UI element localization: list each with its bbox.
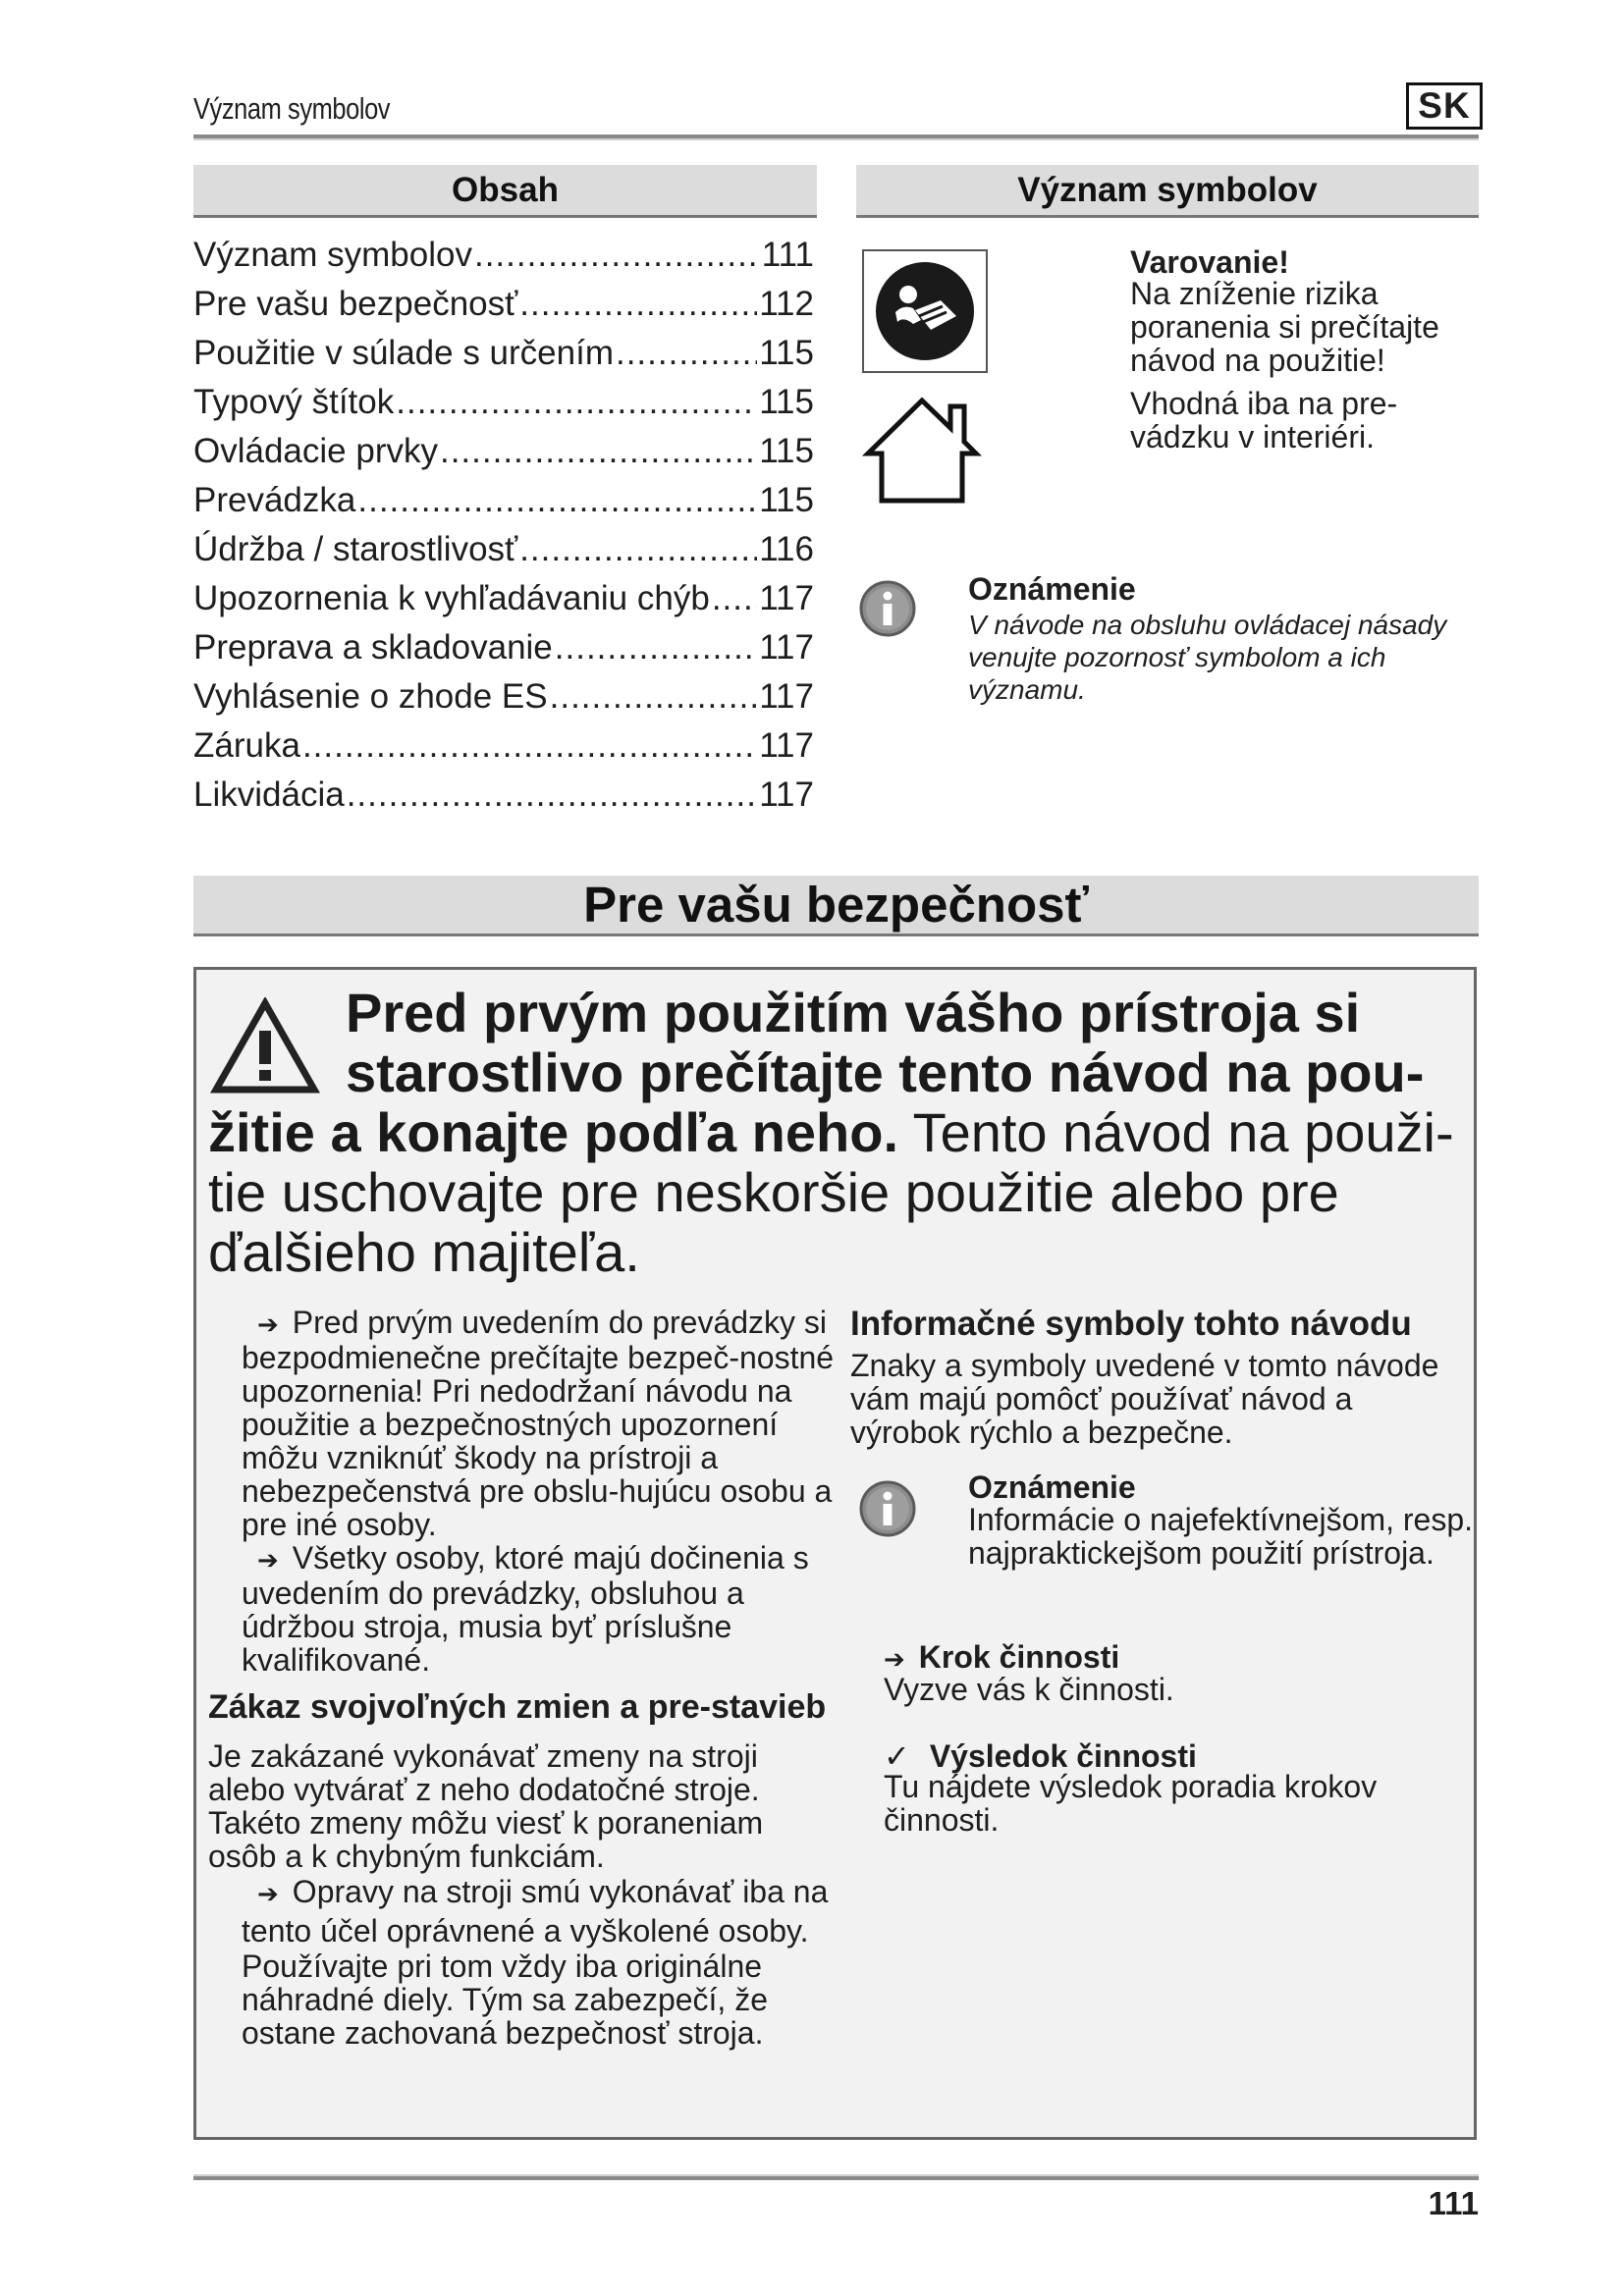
running-header-title: Význam symbolov	[193, 91, 391, 126]
toc-entry	[193, 726, 814, 775]
toc-entry-title: Ovládacie prvky	[193, 432, 438, 470]
toc-entry-page: 116	[759, 530, 814, 568]
warning-title: Varovanie!	[1130, 244, 1289, 280]
info-symbols-text: Znaky a symboly uvedené v tomto návode vám majú pomôcť používať návod a výrobok rýchlo a bezpečne.	[850, 1348, 1439, 1450]
indoor-use-text: Vhodná iba na pre-vádzku v interiéri.	[1130, 386, 1398, 454]
toc-entry-page: 117	[759, 628, 814, 667]
toc-dot-leader	[302, 726, 757, 762]
toc-dot-leader	[712, 579, 757, 614]
toc-entry	[193, 677, 814, 726]
toc-entry	[193, 383, 814, 432]
indoor-use-house-icon	[860, 393, 984, 507]
safety-left-column	[208, 1306, 837, 2050]
toc-entry-title: Upozornenia k vyhľadávaniu chýb	[193, 579, 710, 617]
toc-entry-page: 115	[759, 383, 814, 421]
toc-entry	[193, 775, 814, 825]
intro-bold-line-2: starostlivo prečítajte tento návod na pou-	[346, 1041, 1425, 1103]
checkmark-icon: ✓	[884, 1738, 910, 1774]
arrow-icon: ➔	[257, 1545, 279, 1575]
step-text: Vyzve vás k činnosti.	[884, 1672, 1174, 1707]
bullet-text-3: Opravy na stroji smú vykonávať iba na tento účel oprávnené a vyškolené osoby.	[242, 1874, 829, 1949]
toc-entry-page: 111	[761, 236, 814, 274]
safety-intro	[208, 983, 1465, 1282]
arrow-icon: ➔	[884, 1644, 905, 1674]
toc-entry-title: Použitie v súlade s určením	[193, 334, 614, 372]
original-parts-text: Používajte pri tom vždy iba originálne náhradné diely. Tým sa zabezpečí, že ostane zachovaná bezpečnosť stroja.	[242, 1949, 768, 2051]
toc-dot-leader	[555, 628, 757, 664]
language-badge: SK	[1406, 82, 1483, 130]
toc-entry-title: Význam symbolov	[193, 236, 472, 274]
toc-dot-leader	[396, 383, 757, 418]
toc-entry-page: 112	[759, 285, 814, 323]
toc-dot-leader	[474, 236, 760, 271]
notice-text-2: Informácie o najefektívnejšom, resp. najpraktickejšom použití prístroja.	[968, 1502, 1474, 1571]
toc-dot-leader	[347, 775, 757, 811]
toc-entry	[193, 481, 814, 530]
toc-entry-page: 117	[759, 775, 814, 814]
notice-title-2: Oznámenie	[968, 1469, 1136, 1505]
intro-bold-line-1: Pred prvým použitím vášho prístroja si	[346, 982, 1361, 1043]
result-text: Tu nájdete výsledok poradia krokov činnosti.	[884, 1769, 1378, 1838]
bullet-text-2: Všetky osoby, ktoré majú dočinenia s uvedením do prevádzky, obsluhou a údržbou stroja, musia byť príslušne kvalifikované.	[242, 1540, 809, 1678]
notice-text: V návode na obsluhu ovládacej násady venujte pozornosť symbolom a ich významu.	[968, 610, 1447, 705]
result-title-text: Výsledok činnosti	[929, 1738, 1197, 1774]
toc-entry	[193, 432, 814, 481]
toc-entry	[193, 530, 814, 579]
arrow-icon: ➔	[257, 1309, 279, 1339]
toc-entry-title: Údržba / starostlivosť	[193, 530, 518, 568]
toc-entry-page: 117	[759, 677, 814, 716]
info-icon	[858, 1479, 917, 1538]
toc-entry-page: 117	[759, 579, 814, 617]
toc-dot-leader	[519, 530, 757, 565]
intro-normal: Tento návod na použi-tie uschovajte pre neskoršie použitie alebo pre ďalšieho majiteľa.	[208, 1101, 1454, 1283]
toc-entry	[193, 628, 814, 677]
toc-entry-title: Prevádzka	[193, 481, 356, 519]
read-manual-icon	[862, 249, 988, 373]
toc-entry-page: 115	[759, 481, 814, 519]
info-symbols-heading: Informačné symboly tohto návodu	[850, 1305, 1412, 1343]
toc-entry-title: Typový štítok	[193, 383, 395, 421]
footer-rule	[193, 2174, 1479, 2180]
warning-text: Na zníženie rizika poranenia si prečítajte návod na použitie!	[1130, 276, 1439, 378]
step-title-text: Krok činnosti	[918, 1639, 1120, 1675]
toc-entry-title: Pre vašu bezpečnosť	[193, 285, 518, 323]
toc-entry-title: Preprava a skladovanie	[193, 628, 553, 667]
toc-dot-leader	[616, 334, 757, 369]
toc-entry	[193, 236, 814, 285]
symbols-heading: Význam symbolov	[856, 165, 1479, 218]
info-icon	[858, 579, 917, 638]
toc-dot-leader	[440, 432, 757, 467]
toc-entry	[193, 579, 814, 628]
step-title	[884, 1639, 1119, 1676]
safety-right-column	[850, 1306, 1469, 1449]
toc-heading: Obsah	[193, 165, 817, 218]
toc-entry-page: 117	[759, 726, 814, 765]
toc-entry	[193, 285, 814, 334]
toc-dot-leader	[550, 677, 758, 713]
bullet-text-1: Pred prvým uvedením do prevádzky si bezpodmienečne prečítajte bezpeč-nostné upozornenia! Pri nedodržaní návodu na použitie a bezpečnostných upozornení môžu vzniknúť škody na prístroji a nebezpečenstvá pre obslu-hujúcu osobu a pre iné osoby.	[242, 1305, 835, 1542]
modification-text: Je zakázané vykonávať zmeny na stroji alebo vytvárať z neho dodatočné stroje. Takéto zmeny môžu viesť k poraneniam osôb a k chybným funkciám.	[208, 1738, 764, 1874]
toc-entry	[193, 334, 814, 383]
toc-dot-leader	[519, 285, 757, 320]
table-of-contents	[193, 236, 814, 825]
toc-entry-title: Likvidácia	[193, 775, 345, 814]
toc-entry-title: Vyhlásenie o zhode ES	[193, 677, 548, 716]
toc-entry-title: Záruka	[193, 726, 300, 765]
intro-bold-line-3: žitie a konajte podľa neho.	[208, 1101, 899, 1163]
notice-title: Oznámenie	[968, 571, 1136, 607]
modification-heading: Zákaz svojvoľných zmien a pre-stavieb	[208, 1688, 827, 1726]
safety-heading: Pre vašu bezpečnosť	[193, 876, 1479, 936]
toc-dot-leader	[357, 481, 757, 516]
header-rule	[193, 134, 1479, 140]
page-number: 111	[1428, 2185, 1479, 2221]
toc-entry-page: 115	[759, 432, 814, 470]
arrow-icon: ➔	[257, 1879, 279, 1908]
toc-entry-page: 115	[759, 334, 814, 372]
